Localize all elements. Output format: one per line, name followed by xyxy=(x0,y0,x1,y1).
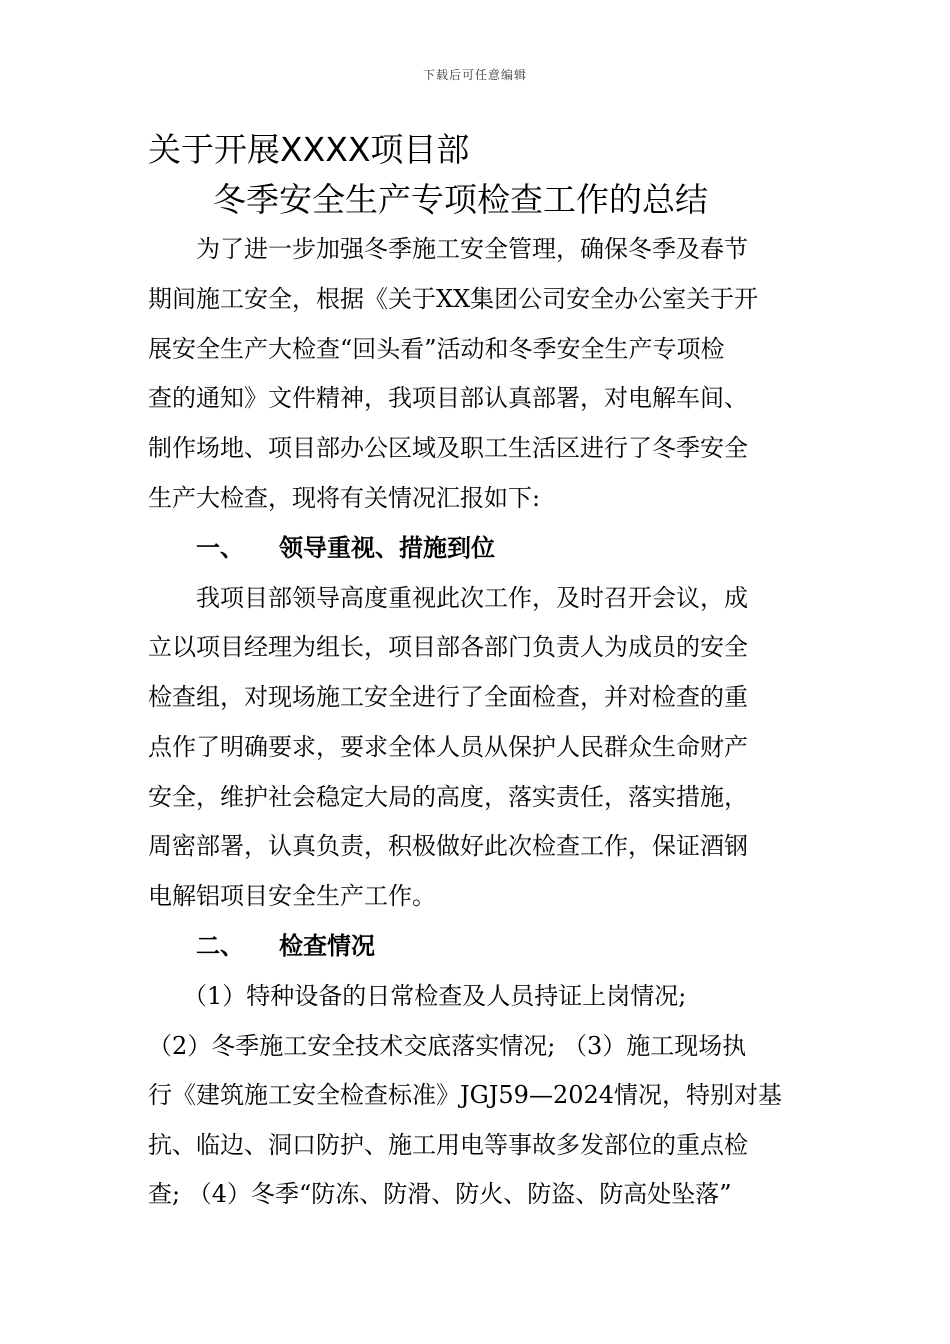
section-1-line: 立以项目经理为组长，项目部各部门负责人为成员的安全 xyxy=(148,633,748,661)
intro-line: 生产大检查，现将有关情况汇报如下: xyxy=(148,484,541,512)
section-2-title: 检查情况 xyxy=(279,931,375,960)
section-2-line: 查; （4）冬季“防冻、防滑、防火、防盗、防高处坠落” xyxy=(148,1180,732,1208)
intro-line: 期间施工安全，根据《关于XX集团公司安全办公室关于开 xyxy=(148,285,759,313)
section-1-number: 一、 xyxy=(196,533,244,562)
section-2-line: 行《建筑施工安全检查标准》JGJ59—2024情况，特别对基 xyxy=(148,1081,783,1109)
document-title-line-2: 冬季安全生产专项检查工作的总结 xyxy=(213,180,708,219)
section-1-line: 我项目部领导高度重视此次工作，及时召开会议，成 xyxy=(196,584,748,612)
intro-line: 为了进一步加强冬季施工安全管理，确保冬季及春节 xyxy=(196,235,748,263)
section-1-title: 领导重视、措施到位 xyxy=(279,533,495,562)
document-title-line-1: 关于开展XXXX项目部 xyxy=(148,130,470,169)
intro-line: 查的通知》文件精神，我项目部认真部署，对电解车间、 xyxy=(148,384,748,412)
header-note: 下载后可任意编辑 xyxy=(422,68,527,82)
section-2-line: 抗、临边、洞口防护、施工用电等事故多发部位的重点检 xyxy=(148,1131,748,1159)
section-1-line: 点作了明确要求，要求全体人员从保护人民群众生命财产 xyxy=(148,733,748,761)
section-1-line: 安全，维护社会稳定大局的高度，落实责任，落实措施， xyxy=(148,783,748,811)
intro-line: 展安全生产大检查“回头看”活动和冬季安全生产专项检 xyxy=(148,335,725,363)
section-2-number: 二、 xyxy=(196,931,244,960)
section-1-line: 周密部署，认真负责，积极做好此次检查工作，保证酒钢 xyxy=(148,832,748,860)
section-2-line: （1）特种设备的日常检查及人员持证上岗情况; xyxy=(183,982,687,1010)
section-1-line: 电解铝项目安全生产工作。 xyxy=(148,882,436,910)
section-1-line: 检查组，对现场施工安全进行了全面检查，并对检查的重 xyxy=(148,683,748,711)
section-2-line: （2）冬季施工安全技术交底落实情况; （3）施工现场执 xyxy=(148,1032,747,1060)
intro-line: 制作场地、项目部办公区域及职工生活区进行了冬季安全 xyxy=(148,434,748,462)
